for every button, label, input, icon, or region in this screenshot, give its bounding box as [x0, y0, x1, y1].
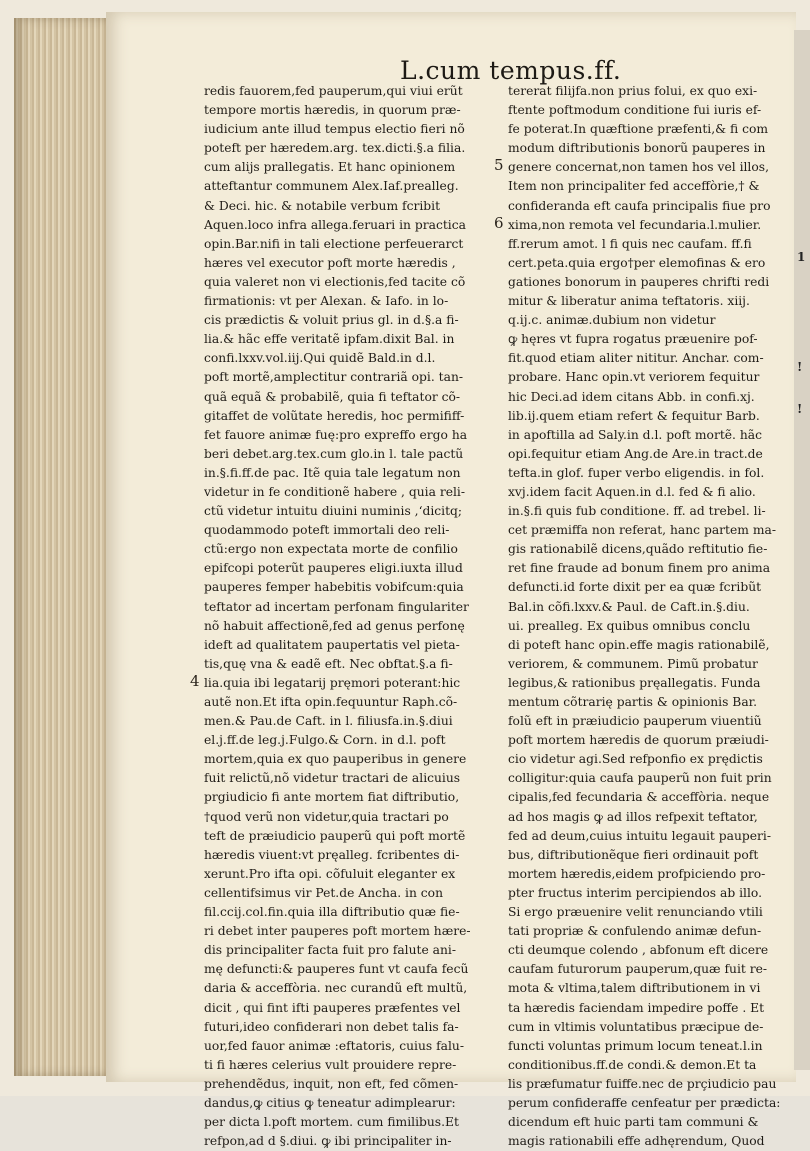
text-line: videtur in fe conditionẽ habere , quia reli-: [204, 484, 465, 499]
right-text-column: [508, 82, 792, 1151]
margin-number: 5: [494, 156, 504, 175]
text-line: teftator ad incertam perfonam fingulariter: [204, 599, 469, 614]
text-line: el.j.ff.de leg.j.Fulgo.& Corn. in d.l. poft: [204, 733, 446, 748]
text-line: opi.fequitur etiam Ang.de Are.in tract.de: [508, 446, 763, 461]
text-line: di poteft hanc opin.effe magis rationabilẽ,: [508, 637, 770, 652]
edge-mark: !: [797, 360, 803, 374]
text-line: mota & vltima,talem diftributionem in vi: [508, 981, 761, 996]
text-line: refpon,ad d §.diui. ꝙ ibi principaliter in-: [204, 1134, 452, 1149]
text-line: xerunt.Pro ifta opi. cõfuluit eleganter ex: [204, 866, 456, 881]
text-line: dicendum eft huic parti tam communi &: [508, 1115, 759, 1130]
text-line: probare. Hanc opin.vt veriorem fequitur: [508, 370, 760, 385]
text-line: tis,quę vna & eadẽ eft. Nec obftat.§.a fi-: [204, 656, 453, 671]
text-line: fil.ccij.col.fin.quia illa diftributio quæ fie-: [204, 905, 460, 920]
text-line: bus, diftributionẽque fieri ordinauit poft: [508, 847, 759, 862]
edge-mark: !: [797, 402, 803, 416]
text-line: Item non principaliter fed acceffòrie,† &: [508, 179, 760, 194]
text-line: gationes bonorum in pauperes chrifti redi: [508, 274, 770, 289]
text-line: tefta.in glof. fuper verbo eligendis. in fol.: [508, 465, 765, 480]
text-line: fe poterat.In quæftione præfenti,& fi com: [508, 122, 769, 137]
text-line: ad hos magis ꝙ ad illos refpexit teftator,: [508, 809, 758, 824]
text-line: xvj.idem facit Aquen.in d.l. fed & fi alio.: [508, 484, 756, 499]
text-line: legibus,& rationibus pręallegatis. Funda: [508, 675, 761, 690]
text-line: cellentifsimus vir Pet.de Ancha. in con: [204, 885, 443, 900]
text-line: poft mortẽ,amplectitur contrariã opi. tan-: [204, 370, 464, 385]
text-line: colligitur:quia caufa pauperũ non fuit prin: [508, 771, 772, 786]
text-line: in.§.fi quis fub conditione. ff. ad trebel. li-: [508, 504, 766, 519]
text-line: cti deumque colendo , abfonum eft dicere: [508, 943, 769, 958]
text-line: futuri,ideo confiderari non debet talis fa-: [204, 1019, 459, 1034]
text-line: functi voluntas primum locum teneat.l.in: [508, 1038, 763, 1053]
text-line: quã equã & probabilẽ, quia fi teftator cõ-: [204, 389, 461, 404]
text-line: quia valeret non vi electionis,fed tacite cõ: [204, 274, 466, 289]
text-line: genere concernat,non tamen hos vel illos,: [508, 160, 769, 175]
text-line: cum in vltimis voluntatibus præcipue de-: [508, 1019, 764, 1034]
text-line: atteftantur communem Alex.Iaf.prealleg.: [204, 179, 459, 194]
text-line: fed ad deum,cuius intuitu legauit pauperi-: [508, 828, 772, 843]
text-line: gis rationabilẽ dicens,quãdo reftitutio fie-: [508, 542, 768, 557]
book-page-edges: [14, 18, 108, 1076]
text-line: prehendẽdus, inquit, non eft, fed cõmen-: [204, 1076, 459, 1091]
edge-mark: 1: [797, 250, 806, 264]
text-line: mentum cõtrarię partis & opinionis Bar.: [508, 695, 758, 709]
text-line: tererat filijfa.non prius folui, ex quo exi-: [508, 84, 758, 98]
text-line: ui. prealleg. Ex quibus omnibus conclu: [508, 618, 751, 633]
text-line: lia.& hãc effe veritatẽ ipfam.dixit Bal. in: [204, 332, 455, 347]
text-line: men.& Pau.de Caft. in l. filiusfa.in.§.diui: [204, 714, 453, 729]
text-line: dis principaliter facta fuit pro falute ani-: [204, 943, 456, 958]
text-line: q.ij.c. animæ.dubium non videtur: [508, 313, 716, 328]
text-line: cert.peta.quia ergo†per elemofinas & ero: [508, 255, 766, 270]
text-line: defuncti.id forte dixit per ea quæ fcribũt: [508, 580, 762, 595]
text-line: mitur & liberatur anima teftatoris. xiij.: [508, 294, 750, 309]
text-line: ctũ:ergo non expectata morte de confilio: [204, 542, 458, 557]
text-line: magis rationabili effe adhęrendum, Quod: [508, 1134, 765, 1149]
text-line: epifcopi poterũt pauperes eligi.iuxta illud: [204, 561, 463, 576]
text-line: hæredis viuent:vt pręalleg. fcribentes di-: [204, 847, 460, 862]
text-line: cio videtur agi.Sed refponfio ex prędictis: [508, 752, 763, 767]
text-line: xima,non remota vel fecundaria.l.mulier.: [508, 217, 762, 232]
text-line: hæres vel executor poft morte hæredis ,: [204, 255, 456, 270]
text-line: tempore mortis hæredis, in quorum præ-: [204, 103, 461, 118]
text-line: modum diftributionis bonorũ pauperes in: [508, 141, 766, 156]
text-line: cis prædictis & voluit prius gl. in d.§.a fi-: [204, 313, 459, 328]
text-line: teft de præiudicio pauperũ qui poft mortẽ: [204, 828, 466, 843]
text-line: caufam futurorum pauperum,quæ fuit re-: [508, 962, 768, 977]
text-line: pter fructus interim percipiendos ab illo.: [508, 885, 762, 900]
text-line: Bal.in cõfi.lxxv.& Paul. de Caft.in.§.diu.: [508, 599, 750, 614]
text-line: †quod verũ non videtur,quia tractari po: [204, 809, 449, 824]
text-line: cum alijs prallegatis. Et hanc opinionem: [204, 160, 456, 175]
margin-number: 6: [494, 213, 504, 232]
text-line: conditionibus.ff.de condi.& demon.Et ta: [508, 1057, 757, 1072]
text-line: uor,fed fauor animæ :eftatoris, cuius falu-: [204, 1038, 464, 1053]
text-line: ctũ videtur intuitu diuini numinis ,‘dicitq;: [204, 504, 463, 519]
text-line: iudicium ante illud tempus electio fieri nõ: [204, 122, 465, 137]
text-line: veriorem, & communem. Pimũ probatur: [508, 656, 758, 671]
text-line: dandus,ꝙ citius ꝙ teneatur adimplearur:: [204, 1095, 456, 1110]
text-line: ꝙ hęres vt fupra rogatus præuenire pof-: [508, 332, 758, 347]
text-line: Si ergo præuenire velit renunciando vtili: [508, 905, 763, 920]
text-line: folũ eft in præiudicio pauperum viuentiũ: [508, 714, 762, 729]
text-line: mę defuncti:& pauperes funt vt caufa fecũ: [204, 962, 469, 977]
text-line: redis fauorem,fed pauperum,qui viui erũt: [204, 84, 463, 98]
text-line: cipalis,fed fecundaria & acceffòria. neque: [508, 790, 770, 805]
text-line: & Deci. hic. & notabile verbum fcribit: [204, 198, 441, 213]
text-line: gitaffet de volũtate heredis, hoc permififf-: [204, 408, 465, 423]
text-line: in.§.fi.ff.de pac. Itẽ quia tale legatum non: [204, 465, 461, 480]
margin-number: 4: [190, 672, 200, 691]
text-line: ideft ad qualitatem paupertatis vel pieta-: [204, 637, 460, 652]
text-line: poft mortem hæredis de quorum præiudi-: [508, 733, 769, 748]
running-title: L.cum tempus.ff.: [400, 56, 622, 85]
text-line: per dicta l.poft mortem. cum fimilibus.Et: [204, 1115, 459, 1130]
text-line: ri debet inter pauperes poft mortem hære-: [204, 924, 471, 939]
text-line: dicit , qui fint ifti pauperes præfentes vel: [204, 1000, 461, 1015]
text-line: perum confideraffe cenfeatur per prædicta:: [508, 1095, 781, 1110]
text-line: tati propriæ & confulendo animæ defun-: [508, 924, 762, 939]
facing-page-strip: [794, 30, 810, 1070]
text-line: lis præfumatur fuiffe.nec de prçiudicio pau: [508, 1076, 777, 1091]
text-line: ff.rerum amot. l fi quis nec caufam. ff.fi: [508, 236, 752, 251]
text-line: Aquen.loco infra allega.feruari in practica: [204, 217, 466, 232]
text-line: mortem,quia ex quo pauperibus in genere: [204, 752, 467, 767]
text-line: firmationis: vt per Alexan. & Iafo. in lo-: [204, 294, 449, 309]
text-line: poteft per hæredem.arg. tex.dicti.§.a filia.: [204, 141, 466, 156]
text-line: autẽ non.Et ifta opin.fequuntur Raph.cõ-: [204, 695, 458, 709]
text-line: beri debet.arg.tex.cum glo.in l. tale pactũ: [204, 446, 464, 461]
text-line: ta hæredis faciendam impedire poffe . Et: [508, 1000, 765, 1015]
text-line: confi.lxxv.vol.iij.Qui quidẽ Bald.in d.l.: [204, 351, 436, 366]
text-line: mortem hæredis,eidem profpiciendo pro-: [508, 866, 766, 881]
text-line: confideranda eft caufa principalis fiue pro: [508, 198, 771, 213]
text-line: quodammodo poteft immortali deo reli-: [204, 523, 450, 538]
text-line: fet fauore animæ fuę:pro expreffo ergo ha: [204, 427, 468, 442]
text-line: daria & acceffòria. nec curandũ eft multũ,: [204, 981, 468, 996]
text-line: fuit relictũ,nõ videtur tractari de alicuius: [204, 771, 461, 786]
text-line: ti fi hæres celerius vult prouidere repre-: [204, 1057, 457, 1072]
text-line: fit.quod etiam aliter nititur. Anchar. com-: [508, 351, 764, 366]
text-line: cet præmiffa non referat, hanc partem ma-: [508, 523, 776, 538]
text-line: pauperes femper habebitis vobifcum:quia: [204, 580, 464, 595]
text-line: nõ habuit affectionẽ,fed ad genus perfonę: [204, 618, 465, 633]
text-line: hic Deci.ad idem citans Abb. in confi.xj.: [508, 389, 755, 404]
left-text-column: [204, 82, 488, 1151]
text-line: lib.ij.quem etiam refert & fequitur Barb.: [508, 408, 760, 423]
text-line: prgiudicio fi ante mortem fiat diftributio,: [204, 790, 460, 805]
text-line: ret fine fraude ad bonum finem pro anima: [508, 561, 771, 576]
text-line: ftente poftmodum conditione fui iuris ef-: [508, 103, 762, 118]
text-line: lia.quia ibi legatarij pręmori poterant:hic: [204, 675, 461, 690]
text-line: in apoftilla ad Saly.in d.l. poft mortẽ. hãc: [508, 427, 763, 442]
text-line: opin.Bar.nifi in tali electione perfeuerarct: [204, 236, 464, 251]
